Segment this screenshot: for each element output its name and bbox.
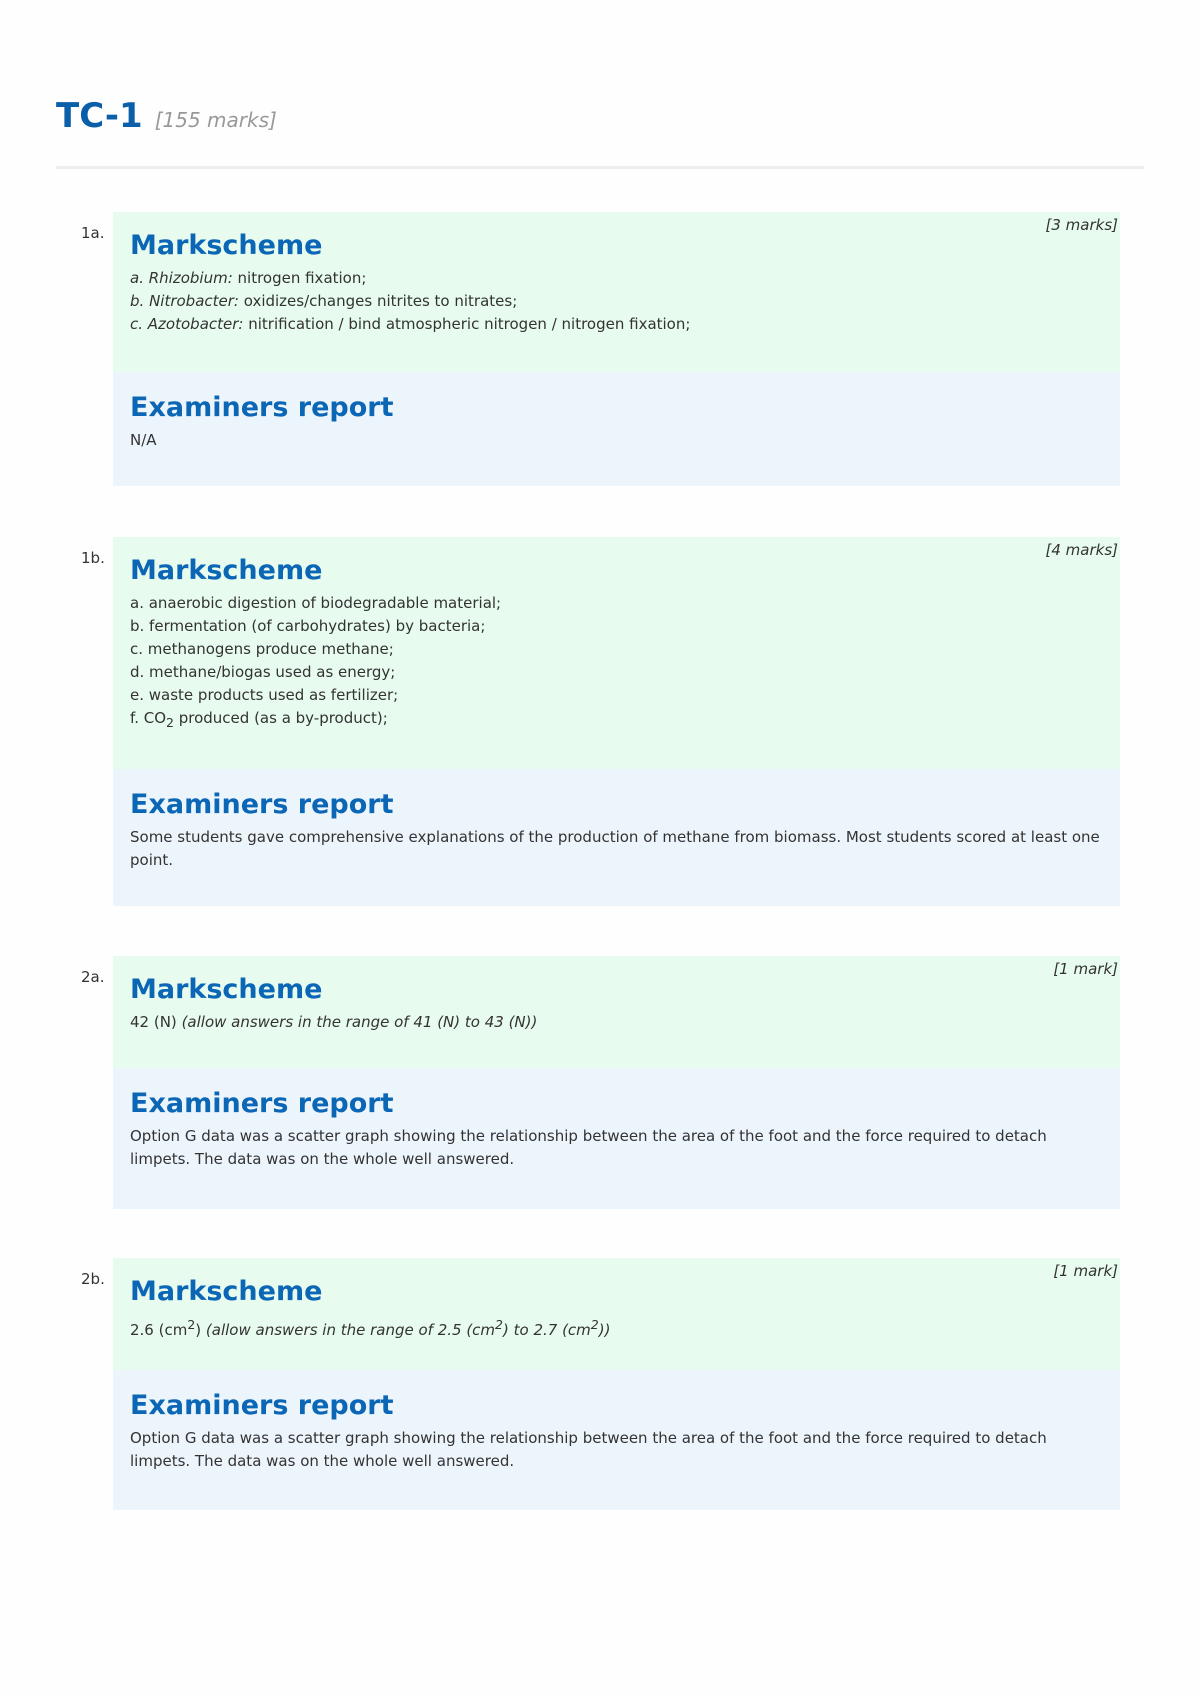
markscheme-line: 42 (N) (allow answers in the range of 41 (N) to 43 (N)) [130, 1013, 538, 1031]
question-number: 2a. [81, 968, 105, 986]
markscheme-line: b. Nitrobacter: oxidizes/changes nitrites to nitrates; [130, 292, 518, 310]
markscheme-line: d. methane/biogas used as energy; [130, 663, 396, 681]
page-header [56, 96, 1144, 169]
markscheme-line: b. fermentation (of carbohydrates) by bacteria; [130, 617, 486, 635]
question-card [113, 212, 1120, 486]
question-number: 1b. [81, 549, 105, 567]
question-card [113, 1258, 1120, 1510]
examiners-report-section [113, 1370, 1120, 1510]
examiners-report-heading: Examiners report [130, 1390, 394, 1421]
examiners-report-heading: Examiners report [130, 1088, 394, 1119]
examiners-report-text: Option G data was a scatter graph showing the relationship between the area of the foot and the force required to detach limpets. The data was on the whole well answered. [130, 1127, 1047, 1168]
total-marks: [155 marks] [154, 108, 277, 132]
markscheme-heading: Markscheme [130, 555, 323, 586]
markscheme-heading: Markscheme [130, 1276, 323, 1307]
markscheme-section [113, 956, 1120, 1068]
examiners-report-heading: Examiners report [130, 392, 394, 423]
markscheme-line: c. Azotobacter: nitrification / bind atmospheric nitrogen / nitrogen fixation; [130, 315, 691, 333]
question-marks: [1 mark] [1053, 960, 1118, 978]
examiners-report-text: Option G data was a scatter graph showing the relationship between the area of the foot and the force required to detach limpets. The data was on the whole well answered. [130, 1429, 1047, 1470]
examiners-report-section [113, 1068, 1120, 1209]
question-card [113, 956, 1120, 1209]
question-marks: [1 mark] [1053, 1262, 1118, 1280]
examiners-report-text: N/A [130, 431, 157, 449]
markscheme-section [113, 537, 1120, 769]
page-title: TC-1 [56, 96, 143, 136]
markscheme-heading: Markscheme [130, 230, 323, 261]
question-number: 1a. [81, 224, 105, 242]
markscheme-section [113, 1258, 1120, 1370]
examiners-report-section [113, 372, 1120, 486]
examiners-report-section [113, 769, 1120, 906]
markscheme-section [113, 212, 1120, 372]
question-marks: [4 marks] [1045, 541, 1118, 559]
examiners-report-text: Some students gave comprehensive explanations of the production of methane from biomass. Most students scored at least one point. [130, 828, 1100, 869]
markscheme-line: e. waste products used as fertilizer; [130, 686, 399, 704]
markscheme-line: a. anaerobic digestion of biodegradable material; [130, 594, 502, 612]
markscheme-heading: Markscheme [130, 974, 323, 1005]
question-number: 2b. [81, 1270, 105, 1288]
markscheme-line: 2.6 $(cm^2)$ (allow answers in the range of 2.5 $(cm^2)$ to 2.7 $(cm^2)$) [130, 1317, 611, 1339]
markscheme-line: c. methanogens produce methane; [130, 640, 394, 658]
markscheme-line: f. $CO_2$ produced (as a by-product); [130, 709, 388, 730]
question-card [113, 537, 1120, 906]
markscheme-line: a. Rhizobium: nitrogen fixation; [130, 269, 367, 287]
examiners-report-heading: Examiners report [130, 789, 394, 820]
question-marks: [3 marks] [1045, 216, 1118, 234]
